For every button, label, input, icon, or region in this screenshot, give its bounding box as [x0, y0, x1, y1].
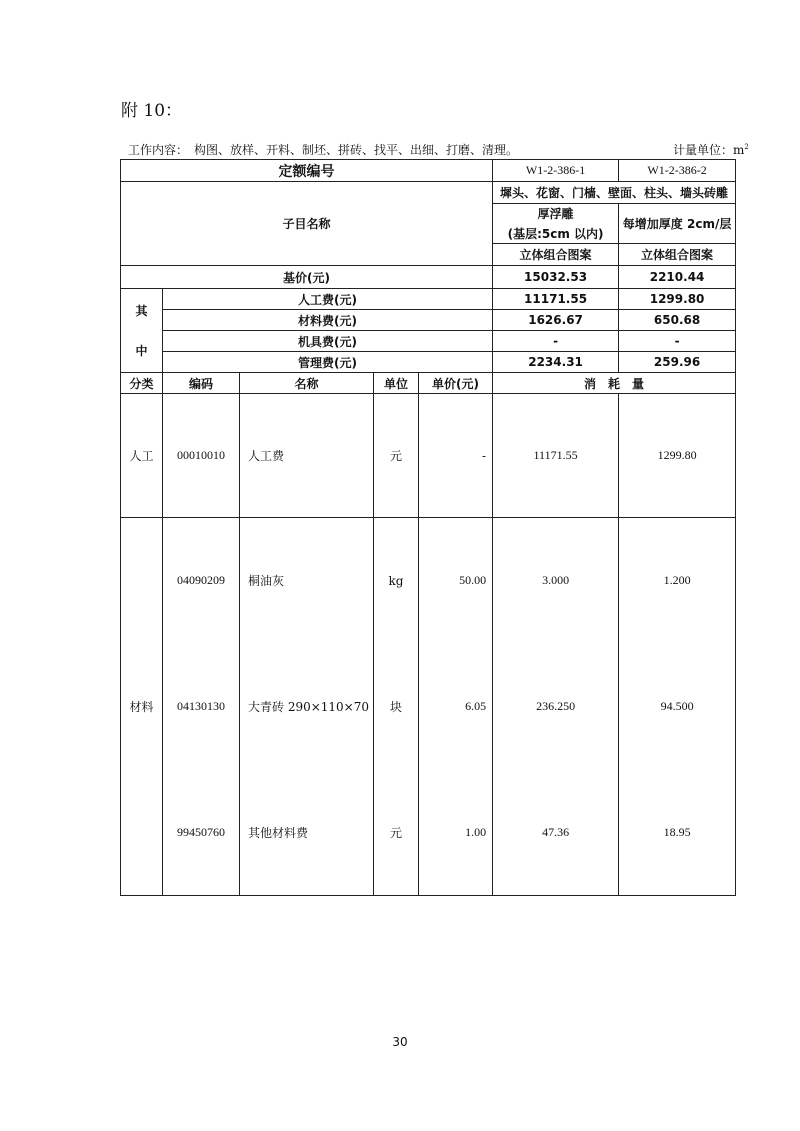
quota-code-1: W1-2-386-1	[493, 160, 619, 182]
material-value-2: 1.200	[619, 518, 736, 644]
labor-unit: 元	[374, 394, 419, 518]
among-label	[121, 289, 163, 373]
fee-row	[121, 352, 736, 373]
page-number: 30	[392, 1035, 408, 1049]
material-price: 50.00	[419, 518, 493, 644]
quota-code-2: W1-2-386-2	[619, 160, 736, 182]
base-price-2: 2210.44	[619, 266, 736, 289]
fee-label: 人工费(元)	[163, 289, 493, 310]
header-unit: 单位	[374, 373, 419, 394]
fee-value: 650.68	[619, 310, 736, 331]
fee-value: -	[619, 331, 736, 352]
item-name-label: 子目名称	[121, 182, 493, 266]
among-label-2: 中	[135, 343, 148, 358]
fee-row	[121, 310, 736, 331]
fee-label: 材料费(元)	[163, 310, 493, 331]
material-row	[121, 518, 736, 644]
base-price-label: 基价(元)	[121, 266, 493, 289]
material-code: 04090209	[163, 518, 240, 644]
quota-code-row	[121, 160, 736, 182]
fee-value: 259.96	[619, 352, 736, 373]
base-price-row	[121, 266, 736, 289]
quota-table	[120, 159, 736, 896]
material-row	[121, 644, 736, 770]
material-name: 其他材料费	[240, 770, 374, 896]
material-category: 材料	[121, 518, 163, 896]
among-label-1: 其	[135, 303, 148, 318]
header-unit-price: 单价(元)	[419, 373, 493, 394]
material-value-2: 94.500	[619, 644, 736, 770]
item-category-row	[121, 182, 736, 204]
labor-code: 00010010	[163, 394, 240, 518]
labor-value-2: 1299.80	[619, 394, 736, 518]
material-value-1: 236.250	[493, 644, 619, 770]
header-row	[121, 373, 736, 394]
material-unit: kg	[374, 518, 419, 644]
material-value-2: 18.95	[619, 770, 736, 896]
fee-value: 2234.31	[493, 352, 619, 373]
labor-name: 人工费	[240, 394, 374, 518]
material-value-1: 47.36	[493, 770, 619, 896]
unit-text: 计量单位：m	[673, 143, 745, 157]
labor-category: 人工	[121, 394, 163, 518]
material-name: 桐油灰	[240, 518, 374, 644]
fee-label: 管理费(元)	[163, 352, 493, 373]
fee-row	[121, 289, 736, 310]
unit-label	[673, 141, 749, 158]
header-category: 分类	[121, 373, 163, 394]
fee-value: 1626.67	[493, 310, 619, 331]
material-name: 大青砖 290×110×70	[240, 644, 374, 770]
quota-code-label: 定额编号	[121, 160, 493, 182]
fee-row	[121, 331, 736, 352]
page-heading: 附 10：	[121, 101, 183, 121]
material-code: 99450760	[163, 770, 240, 896]
item-category: 墀头、花窗、门樯、壁面、柱头、墙头砖雕	[493, 182, 736, 204]
base-price-1: 15032.53	[493, 266, 619, 289]
labor-row	[121, 394, 736, 518]
fee-value: -	[493, 331, 619, 352]
material-value-1: 3.000	[493, 518, 619, 644]
unit-superscript: 2	[744, 143, 749, 151]
material-unit: 块	[374, 644, 419, 770]
header-name: 名称	[240, 373, 374, 394]
col2-name: 每增加厚度 2cm/层	[619, 204, 736, 244]
col1-name-line2: (基层:5cm 以内)	[493, 224, 619, 244]
material-row	[121, 770, 736, 896]
labor-price: -	[419, 394, 493, 518]
col1-name-line1: 厚浮雕	[493, 204, 619, 224]
fee-value: 1299.80	[619, 289, 736, 310]
fee-value: 11171.55	[493, 289, 619, 310]
material-price: 1.00	[419, 770, 493, 896]
material-price: 6.05	[419, 644, 493, 770]
material-unit: 元	[374, 770, 419, 896]
fee-label: 机具费(元)	[163, 331, 493, 352]
header-consumption: 消 耗 量	[493, 373, 736, 394]
work-content: 工作内容： 构图、放样、开料、制坯、拼砖、找平、出细、打磨、清理。	[128, 143, 519, 157]
pattern-2: 立体组合图案	[619, 244, 736, 266]
labor-value-1: 11171.55	[493, 394, 619, 518]
material-code: 04130130	[163, 644, 240, 770]
header-code: 编码	[163, 373, 240, 394]
pattern-1: 立体组合图案	[493, 244, 619, 266]
